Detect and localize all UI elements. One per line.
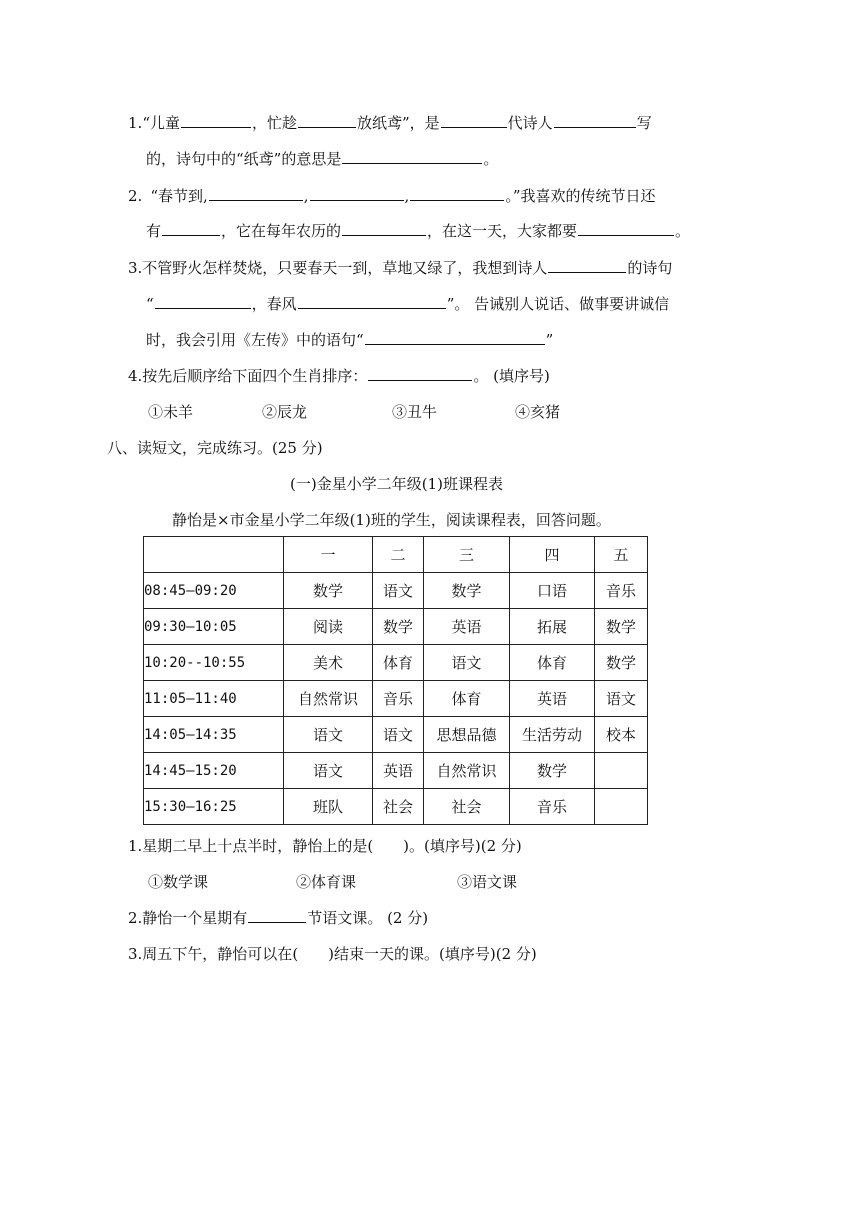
header-cell: 五	[595, 537, 648, 573]
fill-blank[interactable]	[578, 221, 674, 236]
table-cell: 英语	[424, 609, 510, 645]
question-number: 1.	[128, 114, 143, 132]
fill-blank[interactable]	[554, 113, 636, 128]
fill-blank[interactable]	[248, 908, 306, 923]
table-row	[144, 753, 648, 789]
table-cell: 数学	[284, 573, 373, 609]
question-2-line-1: 2. “春节到, , , 。”我喜欢的传统节日还	[128, 187, 656, 205]
table-cell: 数学	[510, 753, 595, 789]
question-3-line-3: 时，我会引用《左传》中的语句“ ”	[146, 331, 554, 349]
table-cell	[595, 789, 648, 825]
table-cell: 音乐	[510, 789, 595, 825]
table-cell: 拓展	[510, 609, 595, 645]
fill-blank[interactable]	[342, 149, 482, 164]
fill-blank[interactable]	[368, 366, 472, 381]
table-cell: 美术	[284, 645, 373, 681]
table-row	[144, 789, 648, 825]
table-cell: 语文	[373, 573, 424, 609]
table-cell: 音乐	[373, 681, 424, 717]
header-cell: 三	[424, 537, 510, 573]
time-cell: 15:30—16:25	[144, 789, 284, 825]
table-cell: 英语	[510, 681, 595, 717]
time-cell: 10:20--10:55	[144, 645, 284, 681]
table-header-row	[144, 537, 648, 573]
fill-blank[interactable]	[441, 113, 507, 128]
question-2-line-2: 有 ，它在每年农历的 ，在这一天，大家都要 。	[146, 222, 691, 240]
fill-blank[interactable]	[298, 113, 356, 128]
time-cell: 14:05—14:35	[144, 717, 284, 753]
passage-intro: 静怡是×市金星小学二年级(1)班的学生，阅读课程表，回答问题。	[172, 511, 611, 529]
fill-blank[interactable]	[342, 221, 426, 236]
table-cell: 数学	[373, 609, 424, 645]
option-item: ②辰龙	[262, 403, 308, 421]
table-cell: 音乐	[595, 573, 648, 609]
fill-blank[interactable]	[410, 186, 504, 201]
question-3-line-1: 3.不管野火怎样焚烧，只要春天一到，草地又绿了，我想到诗人 的诗句	[128, 259, 673, 277]
header-cell: 二	[373, 537, 424, 573]
header-cell	[144, 537, 284, 573]
table-cell: 阅读	[284, 609, 373, 645]
time-cell: 08:45—09:20	[144, 573, 284, 609]
table-cell: 英语	[373, 753, 424, 789]
question-4-line: 4.按先后顺序给下面四个生肖排序： 。 (填序号)	[128, 367, 550, 385]
fill-blank[interactable]	[365, 330, 545, 345]
fill-blank[interactable]	[298, 294, 446, 309]
option-item: ④亥猪	[515, 403, 561, 421]
table-cell: 自然常识	[284, 681, 373, 717]
table-cell: 思想品德	[424, 717, 510, 753]
fill-blank[interactable]	[155, 294, 251, 309]
table-cell: 体育	[373, 645, 424, 681]
option-item: ③丑牛	[392, 403, 438, 421]
table-row	[144, 573, 648, 609]
table-cell: 语文	[424, 645, 510, 681]
section-heading: 八、读短文，完成练习。(25 分)	[107, 439, 323, 457]
table-cell: 社会	[424, 789, 510, 825]
table-cell: 数学	[595, 645, 648, 681]
table-cell: 自然常识	[424, 753, 510, 789]
table-cell: 社会	[373, 789, 424, 825]
question-1-line-1: 1.“儿童 ，忙趁 放纸鸢”，是 代诗人 写	[128, 114, 652, 132]
table-cell: 数学	[424, 573, 510, 609]
time-cell: 11:05—11:40	[144, 681, 284, 717]
header-cell: 一	[284, 537, 373, 573]
table-cell: 生活劳动	[510, 717, 595, 753]
option-item: ②体育课	[296, 873, 357, 891]
fill-blank[interactable]	[162, 221, 220, 236]
table-cell: 校本	[595, 717, 648, 753]
table-cell: 语文	[373, 717, 424, 753]
option-item: ③语文课	[457, 873, 518, 891]
reading-question-1: 1.星期二早上十点半时，静怡上的是( )。(填序号)(2 分)	[128, 837, 522, 855]
table-row	[144, 645, 648, 681]
fill-blank[interactable]	[548, 258, 626, 273]
table-cell: 数学	[595, 609, 648, 645]
table-row	[144, 609, 648, 645]
fill-blank[interactable]	[310, 186, 404, 201]
question-1-line-2: 的，诗句中的“纸鸢”的意思是 。	[146, 150, 499, 168]
table-cell: 体育	[510, 645, 595, 681]
table-cell: 语文	[595, 681, 648, 717]
table-row	[144, 717, 648, 753]
table-cell: 班队	[284, 789, 373, 825]
question-3-line-2: “ ，春风 ”。 告诫别人说话、做事要讲诚信	[146, 295, 670, 313]
table-cell: 体育	[424, 681, 510, 717]
timetable	[143, 536, 648, 825]
table-cell: 口语	[510, 573, 595, 609]
table-cell	[595, 753, 648, 789]
table-cell: 语文	[284, 717, 373, 753]
reading-question-3: 3.周五下午，静怡可以在( )结束一天的课。(填序号)(2 分)	[128, 945, 537, 963]
table-title: (一)金星小学二年级(1)班课程表	[290, 475, 503, 493]
table-row	[144, 681, 648, 717]
fill-blank[interactable]	[209, 186, 303, 201]
header-cell: 四	[510, 537, 595, 573]
reading-question-2: 2.静怡一个星期有 节语文课。 (2 分)	[128, 909, 429, 927]
table-cell: 语文	[284, 753, 373, 789]
option-item: ①数学课	[148, 873, 209, 891]
time-cell: 09:30—10:05	[144, 609, 284, 645]
time-cell: 14:45—15:20	[144, 753, 284, 789]
option-item: ①未羊	[148, 403, 194, 421]
fill-blank[interactable]	[181, 113, 251, 128]
